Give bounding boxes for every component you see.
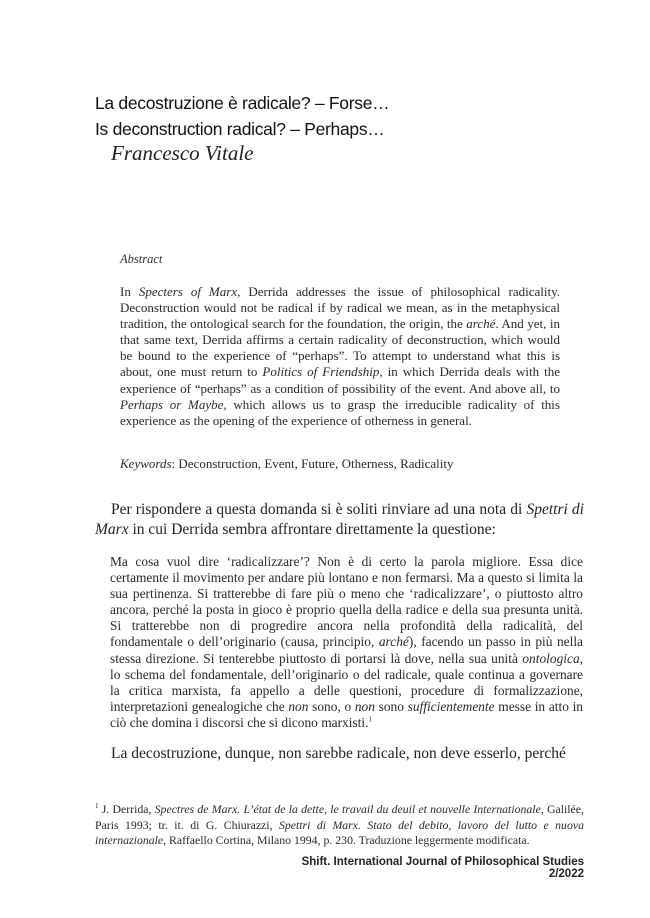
block-quote: Ma cosa vuol dire ‘radicalizzare’? Non è di certo la parola migliore. Essa dice certamente il movimento per andare più lontano e non fermarsi. Ma a questo si limita la sua pertinenza. Si tratterebbe di fare più o meno che ‘radicalizzare’, o piuttosto altro ancora, perché la posta in gioco è proprio quella della radice e della sua presunta unità. Si tratterebbe non di progredire ancora nella profondità della radicalità, del fondamentale o dell’originario (causa, principio, arché), facendo un passo in più nella stessa direzione. Si tenterebbe piuttosto di portarsi là dove, nella sua unità ontologica, lo schema del fondamentale, dell’originario o del radicale, quale continua a governare la critica marxista, fa appello a delle questioni, procedure di formalizzazione, interpretazioni genealogiche che non sono, o non sono sufficientemente messe in atto in ciò che domina i discorsi che si dicono marxisti.$^1$ [110, 554, 583, 730]
footnote: $^1$ J. Derrida, Spectres de Marx. L’état de la dette, le travail du deuil et nouvelle Internationale, Galilée, Paris 1993; tr. it. di G. Chiurazzi, Spettri di Marx. Stato del debito, lavoro del lutto e nuova internazionale, Raffaello Cortina, Milano 1994, p. 230. Traduzione leggermente modificata. [95, 802, 584, 847]
keywords-list: : Deconstruction, Event, Future, Otherness, Radicality [171, 456, 454, 471]
keywords-label: Keywords [120, 456, 172, 471]
abstract-body: In Specters of Marx, Derrida addresses the issue of philosophical radicality. Deconstruction would not be radical if by radical we mean, as in the metaphysical tradition, the ontological search for the foundation, the origin, the arché. And yet, in that same text, Derrida affirms a certain radicality of deconstruction, which would be bound to the experience of “perhaps”. To attempt to understand what this is about, one must return to Politics of Friendship, in which Derrida deals with the experience of “perhaps” as a condition of possibility of the event. And above all, to Perhaps or Maybe, which allows us to grasp the irreducible radicality of this experience as the opening of the experience of otherness in general. [120, 284, 560, 428]
author-name: Francesco Vitale [111, 141, 254, 165]
body-paragraph: La decostruzione, dunque, non sarebbe radicale, non deve esserlo, perché [111, 745, 566, 762]
footnote-mark: 1 [95, 802, 99, 811]
abstract-heading: Abstract [120, 252, 163, 266]
journal-footer: Shift. International Journal of Philosophical Studies 2/2022 [301, 856, 584, 880]
article-title-english: Is deconstruction radical? – Perhaps… [95, 119, 385, 139]
article-title-italian: La decostruzione è radicale? – Forse… [95, 93, 390, 113]
keywords [120, 456, 454, 472]
footnote-reference[interactable]: 1 [368, 715, 372, 724]
intro-paragraph: Per rispondere a questa domanda si è soliti rinviare ad una nota di Spettri di Marx in cui Derrida sembra affrontare direttamente la questione: [95, 501, 584, 538]
